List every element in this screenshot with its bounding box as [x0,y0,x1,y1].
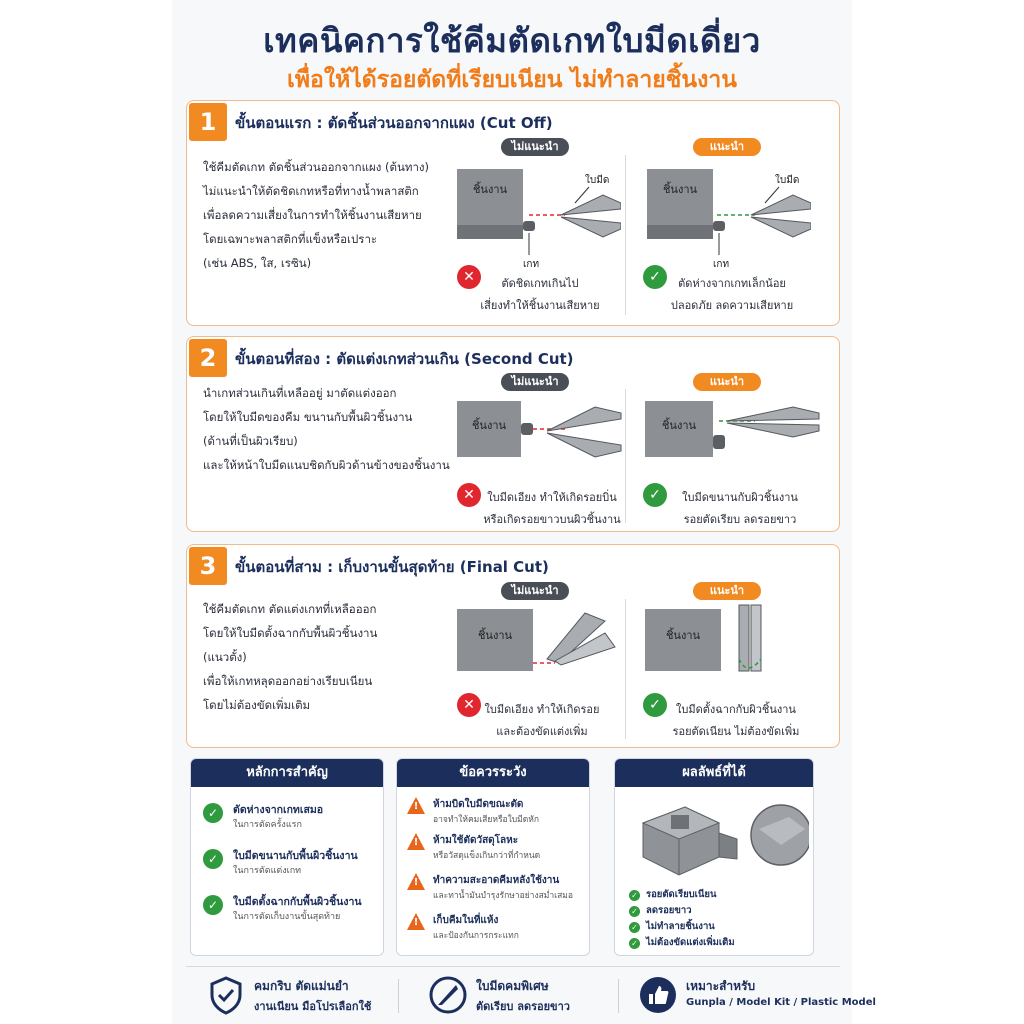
results-box [614,758,814,956]
svg-text:เกท: เกท [523,259,540,270]
bad-verdict: ใบมีดเอียง ทำให้เกิดรอยบิ่น หรือเกิดรอยขาวบนผิวชิ้นงาน [483,491,621,526]
cautions-title: ข้อควรระวัง [397,759,589,787]
check-icon: ✓ [203,803,223,823]
step-2-good-diagram [643,397,833,473]
result-item: ✓ ไม่ต้องขัดแต่งเพิ่มเติม [629,935,735,950]
step-description: ใช้คีมตัดเกท ตัดชิ้นส่วนออกจากแผง (ต้นทาง) ไม่แนะนำให้ตัดชิดเกทหรือที่ทางน้ำพลาสติก เพื่อลดความเสี่ยงในการทำให้ชิ้นงานเสียหาย โดยเฉพาะพลาสติกที่แข็งหรือเปราะ (เช่น ABS, ใส, เรซิน) [203,160,430,270]
column-divider [625,155,626,315]
check-icon: ✓ [629,906,640,917]
svg-text:ชิ้นงาน: ชิ้นงาน [661,419,697,432]
check-icon: ✓ [203,895,223,915]
column-divider [625,599,626,739]
shield-check-icon [206,975,246,1015]
step-3-bad-diagram [455,603,623,683]
cross-icon: ✕ [457,693,481,717]
step-title: ขั้นตอนที่สาม : เก็บงานขั้นสุดท้าย (Final Cut) [235,558,549,576]
blade-icon [428,975,468,1015]
cautions-box: ข้อควรระวัง ! ห้ามบิดใบมีดขณะตัด อาจทำให้คมเสียหรือใบมีดหัก ! ห้ามใช้ตัดวัสดุโลหะ หรือวัสดุแข็งเกินกว่าที่กำหนด ! ทำความสะอาดคีมหลังใช้งาน และทาน้ำมันบำรุงรักษาอย่างสม่ำเสมอ ! เก็บคีมในที่แห้ง และป้องกันการกระแทก [396,758,590,956]
not-recommended-tag: ไม่แนะนำ [501,582,569,600]
step-number: 2 [189,339,227,377]
footer-features: คมกริบ ตัดแม่นยำ งานเนียน มือโปรเลือกใช้ ใบมีดคมพิเศษ ตัดเรียบ ลดรอยขาว เหมาะสำหรับ Gunpla / Model Kit / Plastic Model [186,966,840,1022]
check-icon: ✓ [643,483,667,507]
page-title: เทคนิคการใช้คีมตัดเกทใบมีดเดี่ยว [263,21,761,60]
footer-divider [398,979,399,1013]
good-verdict: ใบมีดตั้งฉากกับผิวชิ้นงาน รอยตัดเนียน ไม่ต้องขัดเพิ่ม [672,703,800,738]
check-icon: ✓ [643,693,667,717]
step-title: ขั้นตอนแรก : ตัดชิ้นส่วนออกจากแผง (Cut Off) [235,114,553,132]
recommended-tag: แนะนำ [693,138,761,156]
cross-icon: ✕ [457,265,481,289]
step-description: นำเกทส่วนเกินที่เหลืออยู่ มาตัดแต่งออก โดยให้ใบมีดของคีม ขนานกับพื้นผิวชิ้นงาน (ด้านที่เป็นผิวเรียบ) และให้หน้าใบมีดแนบชิดกับผิวด้านข้างของชิ้นงาน [203,386,450,472]
footer-divider [618,979,619,1013]
step-1-good-diagram [643,163,811,273]
bad-verdict: ใบมีดเอียง ทำให้เกิดรอย และต้องขัดแต่งเพิ่ม [484,703,600,738]
svg-text:ใบมีด: ใบมีด [775,175,800,186]
svg-text:ชิ้นงาน: ชิ้นงาน [471,419,507,432]
svg-text:ชิ้นงาน: ชิ้นงาน [665,629,701,642]
not-recommended-tag: ไม่แนะนำ [501,138,569,156]
thumbs-up-icon [638,975,678,1015]
result-item: ✓ ไม่ทำลายชิ้นงาน [629,919,715,934]
result-item: ✓ ลดรอยขาว [629,903,692,918]
svg-text:ชิ้นงาน: ชิ้นงาน [472,183,508,196]
step-3-good-diagram [643,603,811,683]
step-1-card [186,100,840,326]
step-number: 1 [189,103,227,141]
check-icon: ✓ [629,922,640,933]
poster [172,0,876,1024]
result-item: ✓ รอยตัดเรียบเนียน [629,887,716,902]
good-verdict: ตัดห่างจากเกทเล็กน้อย ปลอดภัย ลดความเสียหาย [670,277,794,312]
recommended-tag: แนะนำ [693,582,761,600]
svg-text:ชิ้นงาน: ชิ้นงาน [477,629,513,642]
zoom-detail-image [749,799,809,869]
bad-verdict: ตัดชิดเกทเกินไป เสี่ยงทำให้ชิ้นงานเสียหาย [480,277,600,312]
step-3-card [186,544,840,748]
svg-text:เกท: เกท [713,259,730,270]
principles-box: หลักการสำคัญ ✓ ตัดห่างจากเกทเสมอ ในการตัดครั้งแรก ✓ ใบมีดขนานกับพื้นผิวชิ้นงาน ในการตัดแต่งเกท ✓ ใบมีดตั้งฉากกับพื้นผิวชิ้นงาน ในการตัดเก็บงานขั้นสุดท้าย [190,758,384,956]
results-title: ผลลัพธ์ที่ได้ [615,759,813,787]
check-icon: ✓ [643,265,667,289]
step-2-bad-diagram [455,397,623,473]
page-subtitle: เพื่อให้ได้รอยตัดที่เรียบเนียน ไม่ทำลายชิ้นงาน [287,67,737,93]
step-description: ใช้คีมตัดเกท ตัดแต่งเกทที่เหลือออก โดยให้ใบมีดตั้งฉากกับพื้นผิวชิ้นงาน (แนวตั้ง) เพื่อให้เกทหลุดออกอย่างเรียบเนียน โดยไม่ต้องขัดเพิ่มเติม [203,602,378,712]
svg-text:ชิ้นงาน: ชิ้นงาน [662,183,698,196]
recommended-tag: แนะนำ [693,373,761,391]
step-1-bad-diagram [453,163,621,273]
svg-text:ใบมีด: ใบมีด [585,175,610,186]
step-title: ขั้นตอนที่สอง : ตัดแต่งเกทส่วนเกิน (Second Cut) [235,350,574,368]
principles-title: หลักการสำคัญ [191,759,383,787]
check-icon: ✓ [203,849,223,869]
cross-icon: ✕ [457,483,481,507]
good-verdict: ใบมีดขนานกับผิวชิ้นงาน รอยตัดเรียบ ลดรอยขาว [682,491,798,526]
not-recommended-tag: ไม่แนะนำ [501,373,569,391]
model-part-image [625,793,745,881]
step-number: 3 [189,547,227,585]
step-2-card [186,336,840,532]
check-icon: ✓ [629,938,640,949]
check-icon: ✓ [629,890,640,901]
